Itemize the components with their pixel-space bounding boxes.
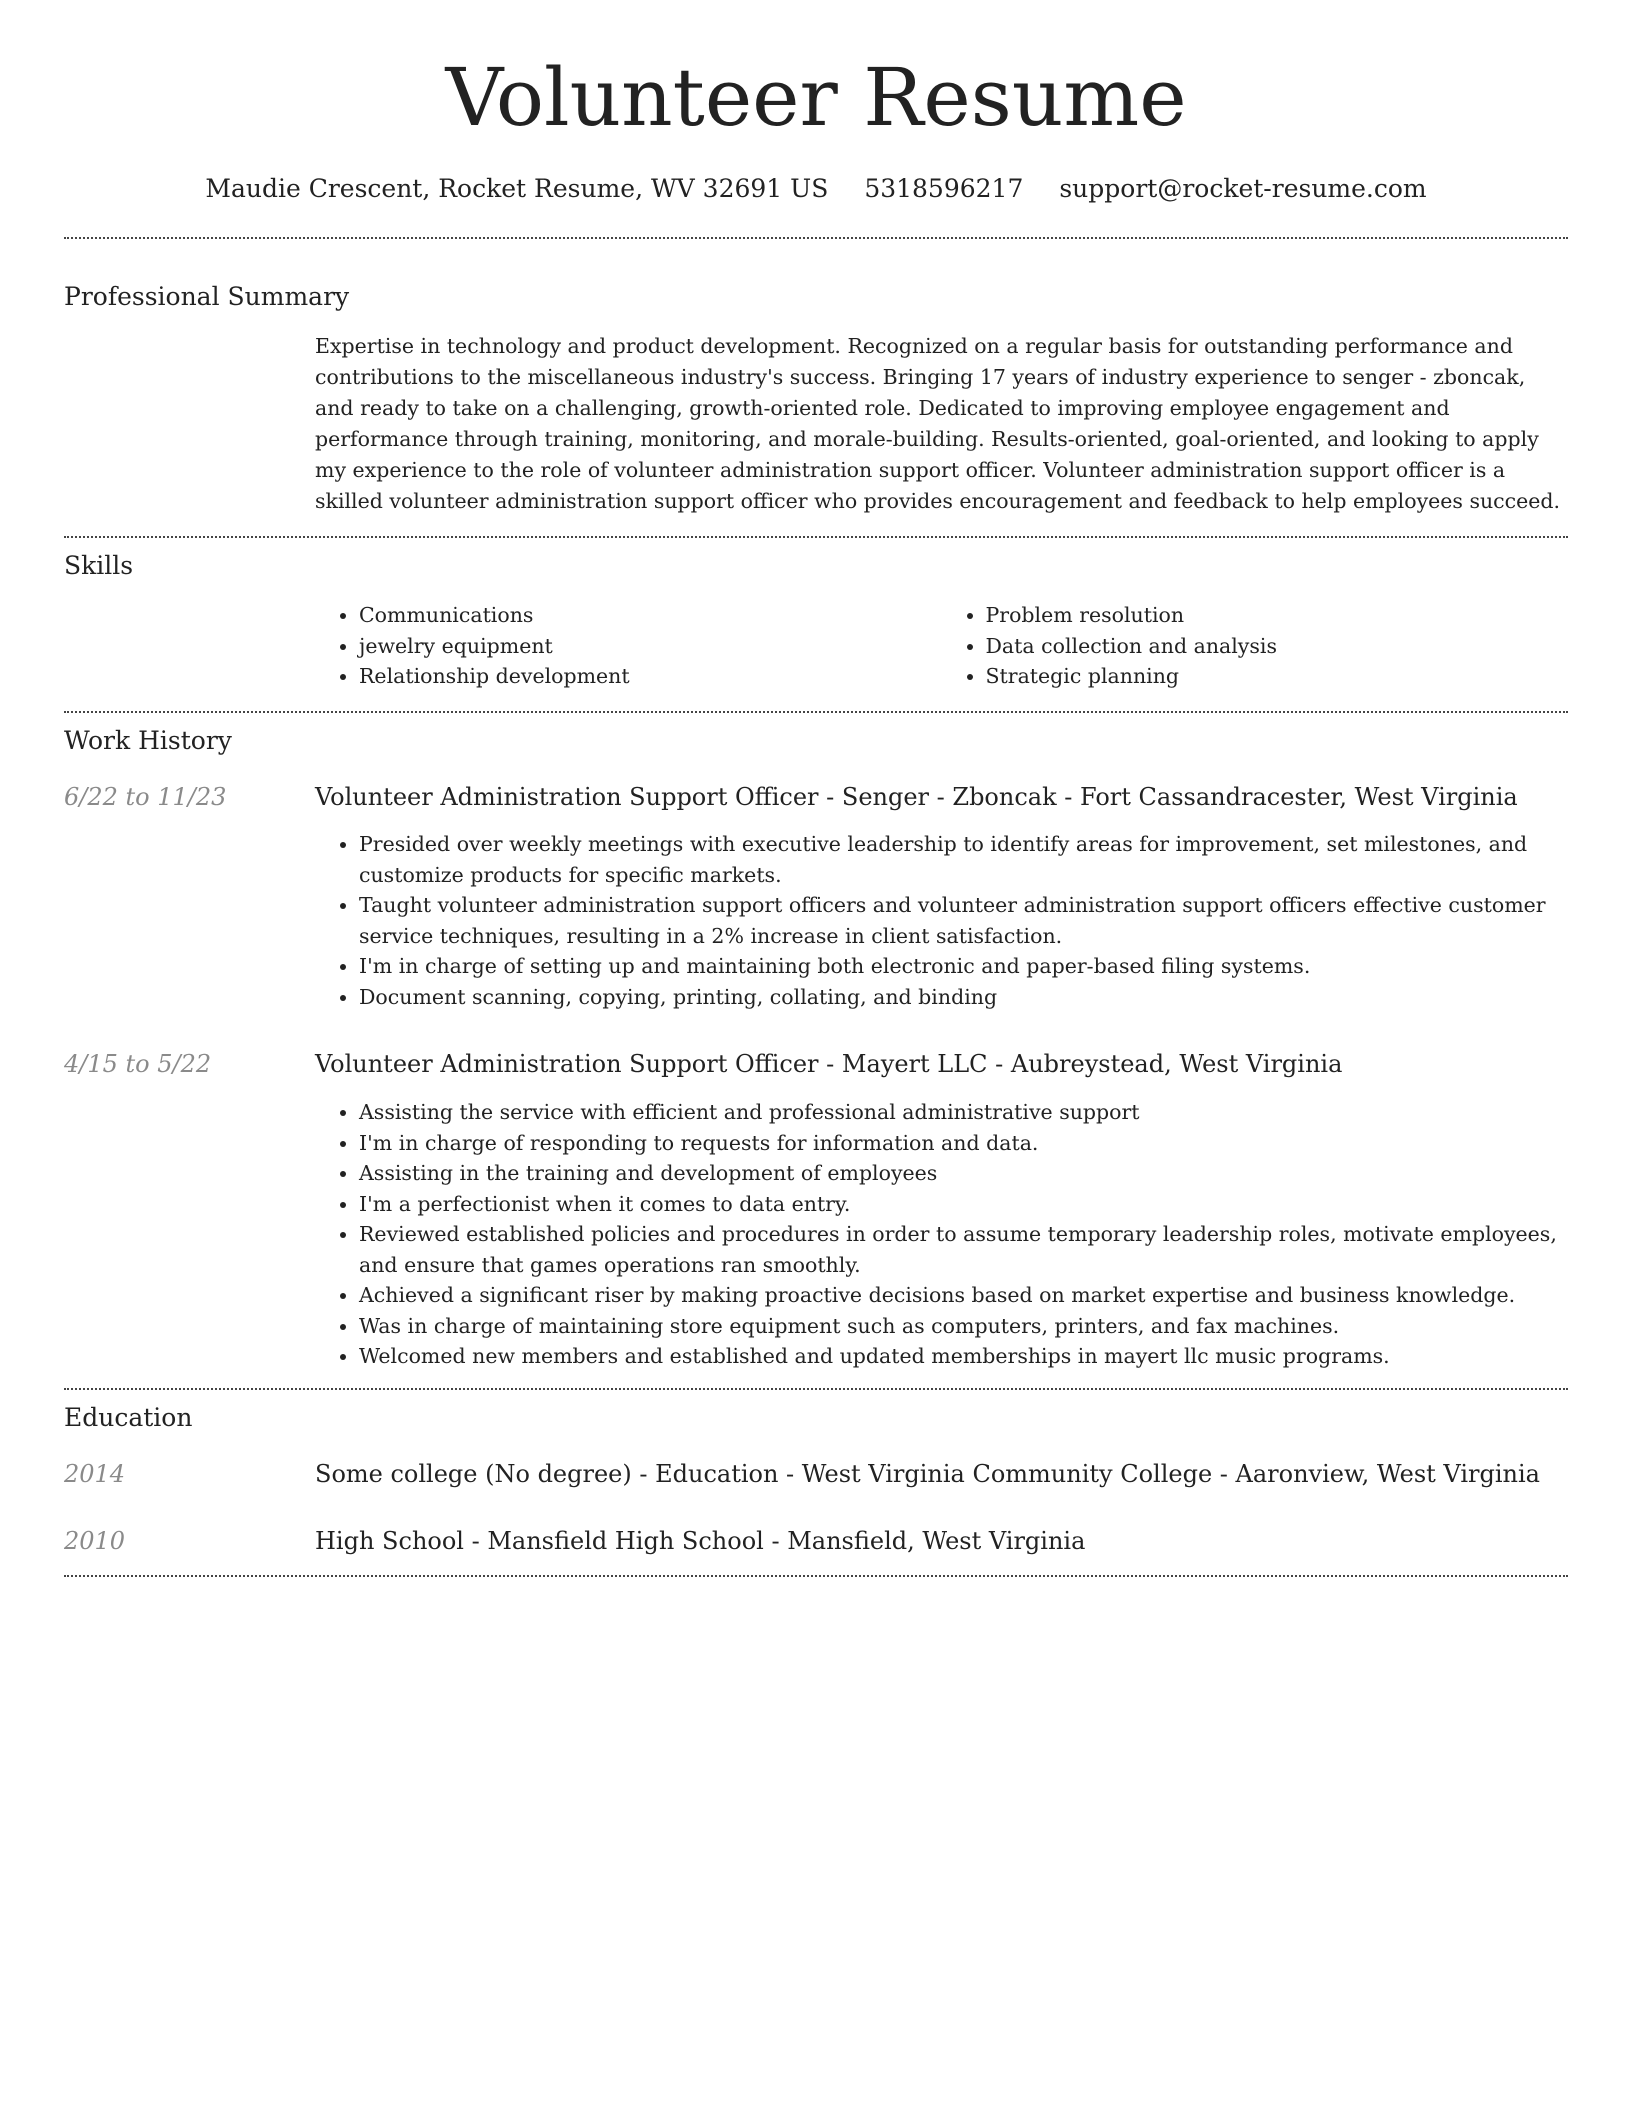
job-bullet: • Document scanning, copying, printing, collating, and binding — [359, 982, 1568, 1013]
education-year: 2010 — [64, 1527, 126, 1556]
skill-item: • Communications — [359, 600, 942, 631]
resume-title: Volunteer Resume — [445, 51, 1187, 144]
divider — [64, 711, 1568, 713]
job-bullet: • Reviewed established policies and procedures in order to assume temporary leadership roles, motivate employees, and ensure that games operations ran smoothly. — [359, 1219, 1568, 1280]
divider — [64, 536, 1568, 538]
skill-item: • Relationship development — [359, 661, 942, 692]
skills-list-right — [942, 600, 1569, 692]
job-bullet: • I'm in charge of setting up and maintaining both electronic and paper-based filing systems. — [359, 951, 1568, 982]
skills-section — [64, 553, 1568, 692]
job-bullet: • I'm a perfectionist when it comes to data entry. — [359, 1189, 1568, 1220]
section-title-education: Education — [64, 1402, 193, 1432]
education-entry — [64, 1460, 1568, 1489]
job-bullets — [315, 1097, 1568, 1372]
phone: 5318596217 — [864, 174, 1024, 203]
skill-item: • Problem resolution — [986, 600, 1569, 631]
job-entry — [64, 1050, 1568, 1371]
job-entry — [64, 783, 1568, 1013]
job-bullets — [315, 829, 1568, 1012]
education-entry — [64, 1527, 1568, 1556]
work-section — [64, 725, 1568, 1372]
education-heading: Some college (No degree) - Education - West Virginia Community College - Aaronview, West Virginia — [315, 1459, 1540, 1488]
email: support@rocket-resume.com — [1059, 174, 1427, 203]
section-title-summary: Professional Summary — [64, 282, 350, 311]
summary-section — [64, 284, 1568, 517]
skill-item: • jewelry equipment — [359, 631, 942, 662]
divider — [64, 1575, 1568, 1577]
job-bullet: • Assisting in the training and development of employees — [359, 1158, 1568, 1189]
job-bullet: • Assisting the service with efficient and professional administrative support — [359, 1097, 1568, 1128]
education-heading: High School - Mansfield High School - Mansfield, West Virginia — [315, 1527, 1086, 1556]
divider — [64, 237, 1568, 239]
skill-item: • Data collection and analysis — [986, 631, 1569, 662]
job-bullet: • Welcomed new members and established and updated memberships in mayert llc music programs. — [359, 1341, 1568, 1372]
skill-item: • Strategic planning — [986, 661, 1569, 692]
job-dates: 6/22 to 11/23 — [64, 782, 227, 811]
job-bullet: • Achieved a significant riser by making proactive decisions based on market expertise and business knowledge. — [359, 1280, 1568, 1311]
divider — [64, 1388, 1568, 1390]
education-section — [64, 1402, 1568, 1557]
summary-text: Expertise in technology and product development. Recognized on a regular basis for outstanding performance and contributions to the miscellaneous industry's success. Bringing 17 years of industry experience to senger - zboncak, and ready to take on a challenging, growth-oriented role. Dedicated to improving employee engagement and performance through training, monitoring, and morale-building. Results-oriented, goal-oriented, and looking to apply my experience to the role of volunteer administration support officer. Volunteer administration support officer is a skilled volunteer administration support officer who provides encouragement and feedback to help employees succeed. — [315, 334, 1561, 513]
section-title-skills: Skills — [64, 551, 134, 580]
contact-line — [64, 176, 1568, 201]
skills-list-left — [315, 600, 942, 692]
job-bullet: • Taught volunteer administration support officers and volunteer administration support officers effective customer service techniques, resulting in a 2% increase in client satisfaction. — [359, 890, 1568, 951]
job-heading: Volunteer Administration Support Officer - Senger - Zboncak - Fort Cassandracester, West Virginia — [315, 782, 1518, 811]
section-title-work: Work History — [64, 725, 232, 755]
job-bullet: • Presided over weekly meetings with executive leadership to identify areas for improvement, set milestones, and customize products for specific markets. — [359, 829, 1568, 890]
job-bullet: • Was in charge of maintaining store equipment such as computers, printers, and fax machines. — [359, 1311, 1568, 1342]
education-year: 2014 — [64, 1459, 126, 1488]
job-dates: 4/15 to 5/22 — [64, 1050, 212, 1079]
job-heading: Volunteer Administration Support Officer - Mayert LLC - Aubreystead, West Virginia — [315, 1050, 1343, 1079]
job-bullet: • I'm in charge of responding to requests for information and data. — [359, 1128, 1568, 1159]
address: Maudie Crescent, Rocket Resume, WV 32691 US — [205, 174, 829, 203]
